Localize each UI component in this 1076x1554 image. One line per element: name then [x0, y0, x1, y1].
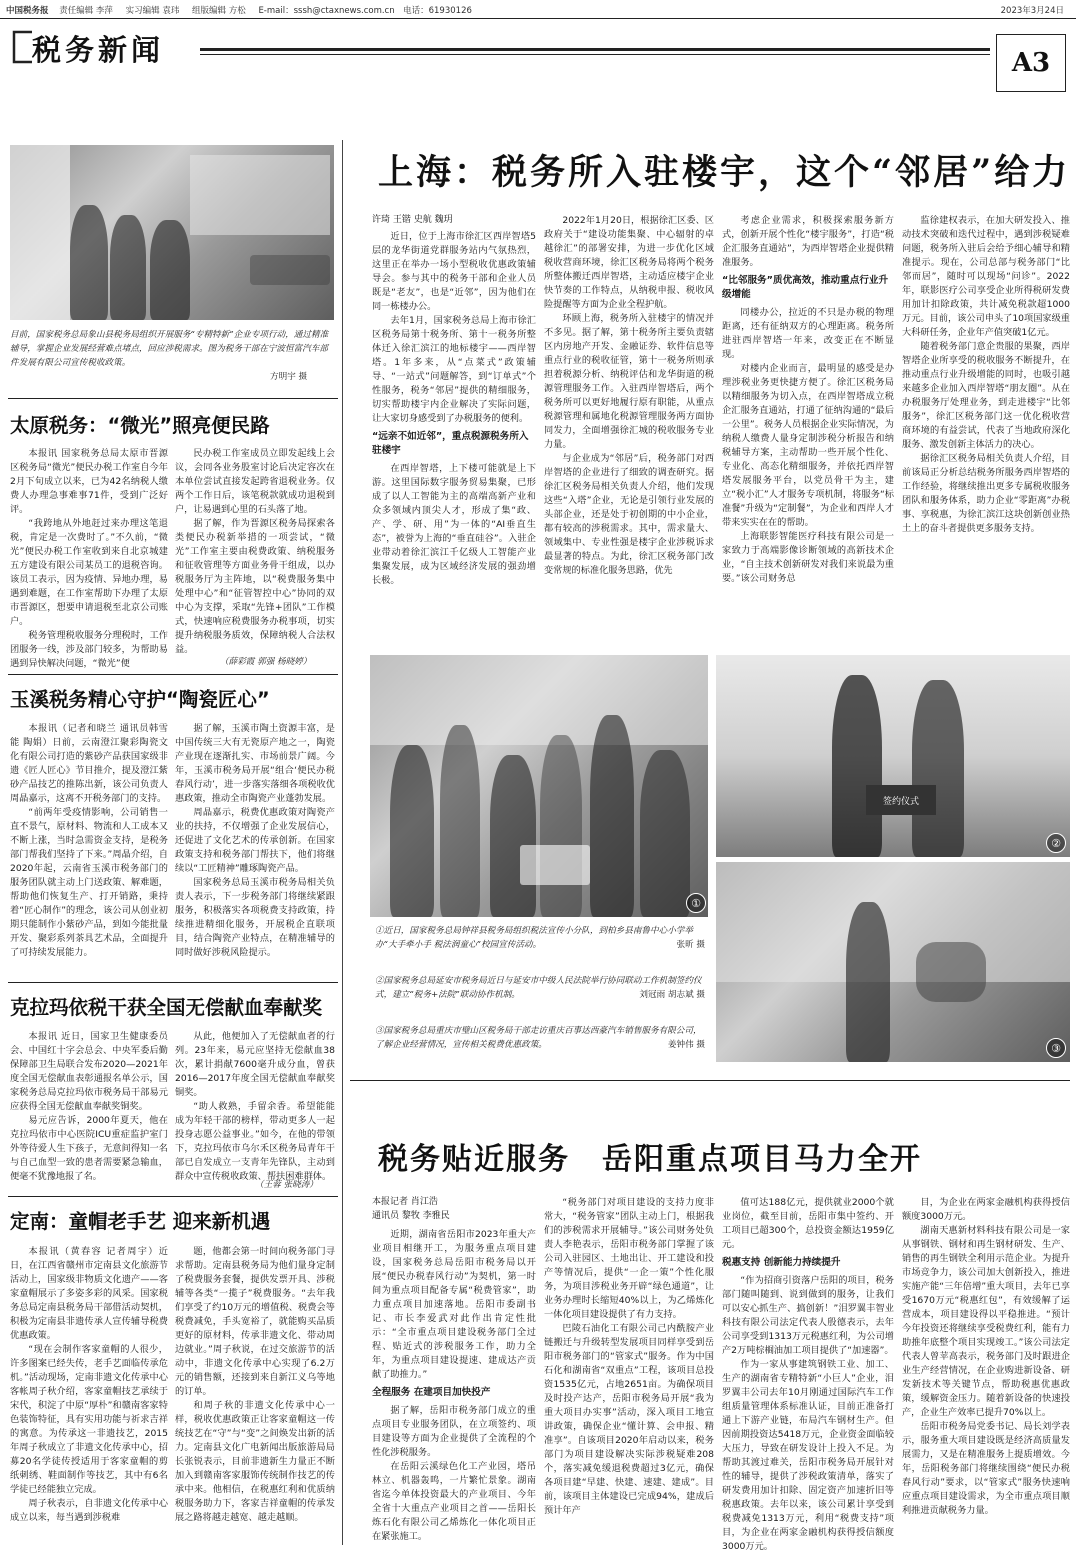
- paragraph: 据了解，玉溪市陶土资源丰富，是中国传统三大有无瓷原产地之一，陶瓷产业现在逐渐扎实、市场前景广阔。今年，玉溪市税务局开展“组合‘便民办税春风行动’，进一步落实落细各项税收优惠政策，推动全市陶瓷产业蓬勃发展。: [175, 723, 335, 804]
- paragraph: “我跨地从外地赶过来办理这笔退税，肯定是一次费时了。”不久前，“微光”便民办税工作室收到来自北京城建五方建设有限公司某员工的退税咨询。该员工表示，因为疫情、异地办理，易遇到难题，在工作室帮助下办理了太原市晋源区，想要申请退税至北京公司账户。: [10, 518, 168, 627]
- section-rule-thick: [200, 48, 990, 51]
- paragraph: 在西岸智塔，上下楼可能就是上下游。这里国际数字服务贸易集聚，已形成了以人工智能为主的高端高新产业和众多领域内顶尖人才，形成了集“政、产、学、研、用”为一体的“AI垂直生态”，被誉为上海的“垂直硅谷”。入驻企业带动着徐汇滨江千亿级人工智能产业集聚发展，成为区域经济发展的强劲增长极。: [372, 463, 536, 586]
- issue-date: 2023年3月24日: [1000, 6, 1064, 16]
- subheading: 全程服务 在建项目加快投产: [372, 1387, 491, 1398]
- headline-yuxi: 玉溪税务精心守护“陶瓷匠心”: [10, 688, 270, 711]
- credit-taiyuan: （薛彩霞 郭强 杨晓婷）: [220, 657, 312, 667]
- byline-shanghai: 许琦 王锴 史航 魏玥: [372, 215, 453, 225]
- photo-school-visit: [370, 655, 708, 917]
- article-yueyang-col1: [372, 1228, 536, 1546]
- paragraph: 值可达188亿元，提供就业2000个就业岗位，截至目前，岳阳市集中签约、开工项目已超300个，总投资金额达1959亿元。: [722, 1197, 894, 1250]
- paragraph: 随着税务部门意企贵服的果聚，西岸智塔企业所享受的税收服务不断提升，在推动重点行业升级增能的同时，也吸引越来越多企业加入西岸智塔“朋友圈”。从在办税服务厅处理业务，到走进楼宇“比邻服务”，徐汇区税务部门这一优化税收营商环境的有益尝试，代表了当地政府深化服务、激发创新主体活力的决心。: [902, 341, 1070, 450]
- caption-photo-1: [375, 924, 705, 952]
- section-rule-thin: [200, 54, 990, 55]
- article-kela-col1: [10, 1030, 168, 1190]
- subheading: 税惠支持 创新能力持续提升: [722, 1257, 841, 1268]
- paragraph: 考虑企业需求，积极探索服务新方式，创新开展个性化“楼宇服务”，打造“税企汇服务直通站”，为西岸智塔企业提供精准服务。: [722, 215, 894, 268]
- credit: 姜钟伟 摄: [667, 1040, 705, 1050]
- paragraph: 本报讯 近日，国家卫生健康委员会、中国红十字会总会、中央军委后勤保障部卫生局联合发布2020—2021年度全国无偿献血表彰通报名单公示，国家税务总局克拉玛依市税务局干部易元应获得全国无偿献血奉献奖铜奖。: [10, 1031, 168, 1112]
- article-shanghai-col3: [722, 214, 894, 640]
- caption-photo-2: [375, 974, 705, 1002]
- layout-credit: 组版编辑 方松: [192, 6, 246, 16]
- paragraph: 本报讯（黄春容 记者周宇）近日，在江西省赣州市定南县文化旅游节活动上，国家级非物质文化遗产——客家童帽展示了多姿多彩的风采。国家税务总局定南县税务局干部借活动契机，积极为定南县非遗传承人宣传辅导税费优惠政策。: [10, 1246, 168, 1341]
- credit: 刘冠雨 胡志斌 摄: [639, 990, 705, 1000]
- paragraph: 据了解，岳阳市税务部门成立的重点项目专业服务团队，在立项签约、项目建设等方面为企业提供了全流程的个性化涉税服务。: [372, 1405, 536, 1458]
- paragraph: “作为招商引资落户岳阳的项目，税务部门随叫随到、说到做到的服务，让我们可以安心抓生产、搞创新！”泪罗翼丰智业科技有限公司法定代表人殷德表示，去年公司享受到1313万元税惠红利，为公司增产2万吨棕榈油加工项目提供了“加速器”。: [722, 1275, 894, 1356]
- divider: [8, 398, 338, 399]
- column-divider: [342, 140, 343, 1545]
- paragraph: 国家税务总局玉溪市税务局相关负责人表示，下一步税务部门将继续紧跟服务，积极落实各项税费支持政策，持续推进精细化服务，开展税企直联项目，结合陶瓷产业特点，在精准辅导的同时做好涉税风险提示。: [175, 877, 335, 958]
- paragraph: 本报讯（记者和晓兰 通讯员韩雪能 陶娟）日前，云南澄江聚彩陶瓷文化有限公司打造的紫砂产品获国家级非遗《匠人匠心》节目推介，提及澄江紫砂产品技艺的推陈出新，该公司负责人周晶嘉示，这离不开税务部门的支持。: [10, 723, 168, 804]
- article-shanghai-col1: [372, 230, 536, 640]
- article-yueyang-col3: [722, 1196, 894, 1552]
- paragraph: 环顾上海，税务所入驻楼宇的情况并不多见。据了解，第十税务所主要负责辖区内房地产开发、金融证券、软件信息等重点行业的税收征管，第十一税务所则承担着税源分析、纳税评估和龙华街道的税源管理服务工作。入驻西岸智塔后，两个税务所可以更好地履行原有职能，从重点税源管理和属地化税源管理服务两方面协同发力，全面增强徐汇城的税收服务专业力量。: [544, 313, 714, 450]
- masthead-line: [6, 4, 472, 16]
- photo-car-dealer: [716, 862, 1070, 1062]
- paragraph: 题，他都会第一时间向税务部门寻求帮助。定南县税务局为他们量身定制了税费服务套餐，提供发票开具、涉税辅等各类“一揽子”税费服务。“去年我们享受了约10万元的增值税、税费会等税费减免，手头宽裕了，就能购买品质更好的原材料，传承非遗文化、带动周边就业。”周子秋说，在过交旅游节的活动中，非遗文化传承中心实现了6.2万元的销售额，还接到来自新江义乌等地的订单。: [175, 1246, 335, 1397]
- photo-number-2: ②: [1046, 833, 1066, 853]
- paragraph: 在岳阳云溪绿色化工产业园，塔吊林立、机器轰鸣，一片繁忙景象。湖南省迄今单体投资最大的产业项目、今年全省十大重点产业项目之首——岳阳长炼石化有限公司乙烯炼化一体化项目正在紧张施工。: [372, 1461, 536, 1542]
- article-taiyuan-col2: [175, 447, 335, 653]
- paragraph: 和周子秋的非遗文化传承中心一样，税收优惠政策正让客家童帽这一传统技艺在“守”与“变”之间焕发出新的活力。定南县文化广电新闻出版旅游局局长张锐表示，目前非遗新生力量正不断加入到赣南客家服饰传统制作技艺的传承中来。他相信，在税惠红利和优质纳税服务助力下，客家吉祥童帽的传承发展之路将越走越宽、越走越顺。: [175, 1400, 335, 1523]
- article-yuxi-col2: [175, 722, 335, 980]
- photo-number-3: ③: [1046, 1038, 1066, 1058]
- paragraph: 目，为企业在两家金融机构获得授信额度3000万元。: [902, 1197, 1070, 1222]
- photo-number-1: ①: [686, 893, 706, 913]
- paragraph: 近日，位于上海市徐汇区西岸智塔5层的龙华街道党群服务站内气氛热烈，这里正在举办一场小型税收优惠政策辅导会。参与其中的税务干部和企业人员既是“老友”，也是“近邻”，因为他们在同一栋楼办公。: [372, 231, 536, 312]
- paragraph: “现在会制作客家童帽的人很少，许多图案已经失传，老手艺面临传承危机。”活动现场，定南非遗文化传承中心客帐周子秋介绍，客家童帽技艺承续于宋代，积淀了中原“厚朴”和赣南客家特色装饰特征，具有实用功能与祈求吉祥的寓意。为传承这一非遗技艺，2015年周子秋成立了非遗文化传承中心，招募20名学徒传授适用于客家童帽的剪纸刺绣、鞋面制作等技艺，其中有6名学徒已经能独立完成。: [10, 1344, 168, 1495]
- article-shanghai-col2: [544, 214, 714, 640]
- divider: [350, 1080, 1070, 1081]
- paragraph: 从此，他便加入了无偿献血者的行列。23年来，易元应坚持无偿献血38次，累计捐献7600毫升成分血，曾获2016—2017年度全国无偿献血奉献奖铜奖。: [175, 1031, 335, 1098]
- section-title: 税务新闻: [32, 33, 165, 67]
- paragraph: 岳阳市税务局党委书记、局长刘学表示，服务重大项目建设既是经济高质量发展需力，又是在精准服务上提质增效。今年，岳阳税务部门将继续围绕“便民办税春风行动”要求，以“管家式”服务快速响应重点项目建设需求，为全市重点项目顺利推进贡献税务力量。: [902, 1421, 1070, 1516]
- headline-taiyuan: 太原税务：“微光”照亮便民路: [10, 414, 270, 437]
- intern-credit: 实习编辑 袁玮: [125, 6, 180, 16]
- caption-text: ②国家税务总局延安市税务局近日与延安市中级人民法院举行协同联动工作机制签约仪式，建立“税务+法院”联动协作机制。: [375, 976, 702, 1000]
- paragraph: “助人救熟，手留余香。希望能能成为年轻干部的榜样，带动更多人一起投身志愿公益事业。”如今，在他的带领下，克拉玛依市乌尔禾区税务局青年干部已自发成立一支青年先锋队，主动到群众中宣传税收政策、帮扶困难群体。: [175, 1101, 335, 1182]
- article-yueyang-col4: [902, 1196, 1070, 1546]
- article-taiyuan-col1: [10, 447, 168, 667]
- caption-photo-3: [375, 1024, 705, 1052]
- paragraph: 本报讯 国家税务总局太原市晋源区税务局“微光”便民办税工作室自今年2月下旬成立以来，已为42名纳税人缴费人办理急事难事71件，受到广泛好评。: [10, 448, 168, 515]
- paragraph: 对楼内企业而言，最明显的感受是办理涉税业务更快捷方便了。徐汇区税务局以精细服务为切入点，在西岸智塔成立税企汇服务直通站，打通了征纳沟通的“最后一公里”。税务人员根据企业实际情况，为纳税人缴费人量身定制涉税分析报告和纳税辅导方案，主动帮助一些开展个性化、专业化、高态化精细服务，并依托西岸智塔发展服务平台，以党员骨干为主，建立“税小汇”人才服务专项机制，将服务“标准餐”升级为“定制餐”，为企业和西岸人才带来实实在在的帮助。: [722, 363, 894, 528]
- paragraph: 与企业成为“邻居”后，税务部门对西岸智塔的企业进行了细致的调查研究。据徐汇区税务局相关负责人介绍，他们发现这些“入塔”企业，无论是引领行业发展的头部企业，还是处于初创期的中小企业，都有较高的涉税需求。其中，需求量大、领域集中、专业性强是楼宇企业涉税诉求最显著的特点。为此，徐汇区税务部门改变常规的标准化服务思路，优先: [544, 453, 714, 576]
- article-yuxi-col1: [10, 722, 168, 980]
- divider: [8, 674, 338, 675]
- caption-text: ①近日，国家税务总局钟祥县税务局组织税法宣传小分队，到柏乡县南鲁中心小学举办“大手牵小手 税法润童心”校园宣传活动。: [375, 926, 693, 950]
- article-dingnan-col1: [10, 1245, 168, 1545]
- headline-yueyang: 税务贴近服务 岳阳重点项目马力全开: [378, 1142, 922, 1177]
- paragraph: 上海联影智能医疗科技有限公司是一家致力于高端影像诊断领域的高新技术企业，“自主技术创新研发对我们来说最为重要。”该公司财务总: [722, 531, 894, 584]
- paragraph: “前两年受疫情影响，公司销售一直不景气，原材料、物流和人工成本又不断上涨，当时急需资金支持，是税务部门帮我们坚持了下来。”周晶介绍，自2020年起，云南省玉溪市税务部门的服务团队就主动上门送政策、解难题，帮助他们恢复生产、打开销路，秉持着“匠心制作”的理念，该公司从创业初期只能制作小紫砂产品，到如今能批量开发、聚彩系列茶具艺术品，全面提升了可持续发展能力。: [10, 807, 168, 958]
- paragraph: 易元应告诉，2000年夏天，他在克拉玛依市中心医院ICU重症监护室门外等待爱人生下孩子，无意间得知一名与自己血型一致的患者需要紧急输血，便毫不犹豫地报了名。: [10, 1115, 168, 1182]
- article-shanghai-col4: [902, 214, 1070, 640]
- paragraph: 同楼办公，拉近的不只是办税的物理距离，还有征纳双方的心理距离。税务所进驻西岸智塔一年来，改变正在不断显现。: [722, 307, 894, 360]
- sign-placard: 签约仪式: [866, 785, 936, 815]
- paragraph: 据了解，作为晋源区税务局探索各类便民办税新举措的一项尝试，“微光”工作室主要由税费政策、纳税服务和征收管理等方面业务骨干组成，以办税服务厅为主阵地，以“税费服务集中处理中心”和“征管智控中心”协同的双中心为支撑，采取“先锋+团队”工作模式，快速响应税费服务办税事项，切实提升纳税服务质效，保障纳税人合法权益。: [175, 518, 335, 655]
- byline-yueyang-2: 通讯员 黎牧 李雅民: [372, 1211, 450, 1221]
- subheading: “远亲不如近邻”，重点税源税务所入驻楼宇: [372, 431, 529, 456]
- editor-credit: 责任编辑 李萍: [59, 6, 113, 16]
- headline-shanghai: 上海：税务所入驻楼宇，这个“邻居”给力: [378, 152, 1071, 193]
- credit-kela: （王蓉 张晓涛）: [255, 1180, 318, 1190]
- headline-kelamayi: 克拉玛依税干获全国无偿献血奉献奖: [10, 996, 323, 1019]
- paragraph: “税务部门对项目建设的支持力度非常大，“税务管家”团队主动上门，根据我们的涉税需求开展辅导。”该公司财务处负责人李艳表示，岳阳市税务部门掌握了该公司入驻园区、土地出让、开工建设和投产等情况后，提供“一企一策”个性化服务，为项目涉税业务开辟“绿色通道”，让业务办理时长缩短40%以上，为乙烯炼化一体化项目建设提供了有力支持。: [544, 1197, 714, 1320]
- photo-caption-top: 目前，国家税务总局象山县税务局组织开展服务“专精特新”企业专项行动，通过精准辅导，掌握企业发展经营难点堵点，回应涉税需求。图为税务干部在宁波恒富汽车部件发展有限公司宣传税收政策。: [10, 330, 329, 368]
- paragraph: 税务管理税收服务分理税时，工作团服务一线，涉及部门较多，为帮助易遇到异快解决问题，“微光”便: [10, 630, 168, 669]
- divider: [8, 1196, 338, 1197]
- paragraph: 去年1月，国家税务总局上海市徐汇区税务局第十税务所、第十一税务所整体迁入徐汇滨江的地标楼宇——西岸智塔。1年多来，从“点菜式”政策辅导、“一站式”问题解答，到“订单式”个性服务，税务“邻居”提供的精细服务，切实帮助楼宇内企业解决了实际问题，让大家切身感受到了办税服务的便利。: [372, 315, 536, 424]
- paragraph: 周晶嘉示，税费优惠政策对陶瓷产业的扶持，不仅增强了企业发展信心，还促进了文化艺术的传承创新。在国家政策支持和税务部门帮扶下，他们将继续以“工匠精神”雕琢陶瓷产品。: [175, 807, 335, 874]
- page-number: A3: [996, 34, 1066, 92]
- paragraph: 巴陵石油化工有限公司己内酰胺产业链搬迁与升级转型发展项目同样享受到岳阳市税务部门的“管家式”服务。作为中国石化和湖南省“双重点”工程，该项目总投资1535亿元，占地2651亩。为确保项目及时投产达产，岳阳市税务局开展“我为重大项目办实事”活动，深入项目工地宣讲政策，确保企业“懂计算、会申报、精准享”。自该项目2020年启动以来，税务部门为项目建设解决实际涉税疑难208个，落实减免缓退税费超过3亿元，确保各项目建“早建、快建、速建、建成”。目前，该项目主体建设已完成94%，建成后预计年产: [544, 1323, 714, 1516]
- contact-info: E-mail：sssh@ctaxnews.com.cn 电话：61930126: [258, 6, 472, 16]
- paragraph: 民办税工作室成员立即发起线上会议，会同各业务股室讨论后决定容次在本单位尝试直接发起跨省退税业务。仅两个工作日后，该笔税款就成功退税到户，让易遇到心里的石头落了地。: [175, 448, 335, 515]
- paragraph: 2022年1月20日，根据徐汇区委、区政府关于“建设功能集聚、中心辐射的卓越徐汇”的部署安排，为进一步优化区域税收营商环境，徐汇区税务局将两个税务所整体搬迁西岸智塔，主动适应楼宇企业快节奏的工作特点，从纳税申报、税收风险提醒等方面为企业全程护航。: [544, 215, 714, 310]
- credit: 张昕 摄: [676, 940, 705, 950]
- byline-yueyang-1: 本报记者 肖江浩: [372, 1197, 438, 1207]
- paragraph: 近期，湖南省岳阳市2023年重大产业项目相继开工，为服务重点项目建设，国家税务总局岳阳市税务局以开展“便民办税春风行动”为契机，第一时间为重点项目配备专属“税费管家”，助力重点项目加速落地。岳阳市委副书记、市长李爱武对此作出肯定性批示：“全市重点项目建设税务部门全过程、贴近式的涉税服务工作，助力全年，为重点项目建设提速、建成达产贡献了助推力。”: [372, 1229, 536, 1380]
- subheading: “比邻服务”质优高效，推动重点行业升级增能: [722, 275, 889, 300]
- article-kela-col2: [175, 1030, 335, 1182]
- article-dingnan-col2: [175, 1245, 335, 1545]
- paragraph: 湖南天惠新材料科技有限公司是一家从事钢铁、钢材和再生钢材研发、生产、销售的再生钢铁全利用示范企业。为提升市场竞争力，该公司加大创新投入，推进实施产能“三年倍增”重大项目，去年已享受1670万元“税惠红包”，有效缓解了运营成本，项目建设得以平稳推进。“预计今年投资还将继续享受税费红利，能有力助推年底整个项目实现竣工。”该公司法定代表人曾苹高表示，税务部门及时跟进企业生产经营情况，在企业购进新设备、研发新技术等关键节点，帮助税惠优惠政策，缓解资金压力。随着新设备的快速投产，企业生产效率已提升70%以上。: [902, 1225, 1070, 1418]
- masthead-rule: [0, 18, 1076, 19]
- divider: [8, 982, 338, 983]
- paragraph: 周子秋表示，自非遗文化传承中心成立以来，每当遇到涉税难: [10, 1498, 168, 1523]
- paragraph: 作为一家从事建筑钢铁工业、加工、生产的湖南省专精特新“小巨人”企业，泪罗翼丰公司去年10月刚通过国际汽车工作组质量管理体系标准认证，目前正准备打通上下游产业链，布局汽车钢材生产。但因前期投资达5418万元，企业资金面临较大压力，导致在研发设计上投入不足。为帮助其渡过难关，岳阳市税务局开展针对性的辅导，提供了涉税政策清单，落实了研发费用加计扣除、固定资产加速折旧等税惠政策。去年以来，该公司累计享受到税费减免1313万元，利用“税费支持”项目，为企业在两家金融机构获得授信额度3000万元。: [722, 1359, 894, 1552]
- photo-credit-top: 方明宇 摄: [270, 372, 308, 382]
- article-yueyang-col2: [544, 1196, 714, 1546]
- photo-tax-visit: [10, 145, 334, 320]
- photo-signing-ceremony: [716, 655, 1070, 857]
- section-bracket-icon: [8, 30, 34, 64]
- paper-name: 中国税务报: [6, 6, 49, 16]
- paragraph: 据徐汇区税务局相关负责人介绍，目前该局正分析总结税务所服务西岸智塔的工作经验，将继续推出更多专属税收服务团队和服务体系，助力企业“零距离”办税事、享税惠，为徐汇滨江这块创新创业热土上的奋斗者提供更多服务支持。: [902, 453, 1070, 534]
- headline-dingnan: 定南：童帽老手艺 迎来新机遇: [10, 1210, 271, 1233]
- caption-text: ③国家税务总局重庆市璧山区税务局干部走访重庆百事达西豪汽车销售服务有限公司，了解企业经营情况，宣传相关税费优惠政策。: [375, 1026, 702, 1050]
- paragraph: 监徐建权表示，在加大研发投入、推动技术突破和迭代过程中，遇到涉税疑难问题，税务所入驻后会给予细心辅导和精准提示。现在，公司总部与税务部门“比邻而居”，随时可以现场“问诊”。2022年，联影医疗公司享受企业所得税研发费用加计扣除政策，共计减免税款超1000万元。目前，该公司申头了10项国家级重大科研任务，企业年产值突破1亿元。: [902, 215, 1070, 338]
